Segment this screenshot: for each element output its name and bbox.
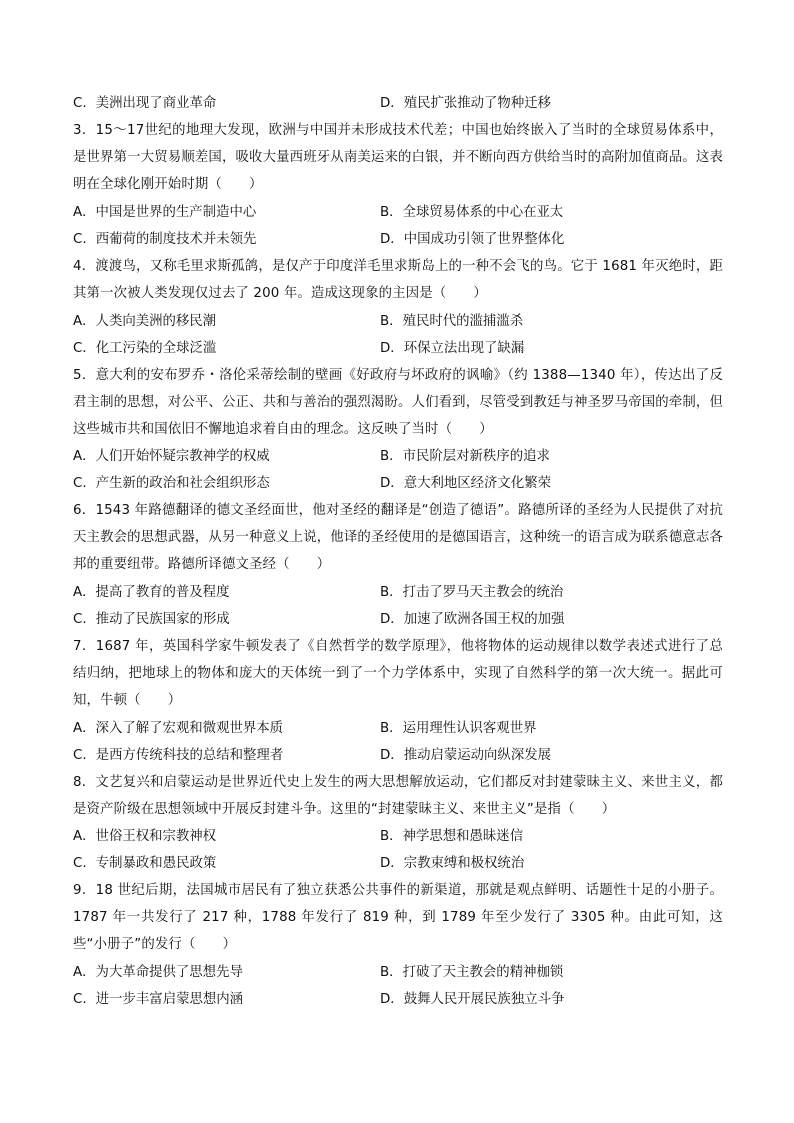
option-d: D．推动启蒙运动向纵深发展 xyxy=(380,748,551,763)
option-b: B．打破了天主教会的精神枷锁 xyxy=(380,965,564,980)
option-a: A．世俗王权和宗教神权 xyxy=(73,829,217,844)
option-b: B．神学思想和愚昧迷信 xyxy=(380,829,524,844)
options-row xyxy=(73,850,733,877)
option-b: B．市民阶层对新秩序的追求 xyxy=(380,449,550,464)
question-stem: 7．1687 年，英国科学家牛顿发表了《自然哲学的数学原理》，他将物体的运动规律以数学表述式进行了总结归纳，把地球上的物体和庞大的天体统一到了一个力学体系中，实现了自然科学的第一次大统一。据此可知，牛顿（ ） xyxy=(73,639,723,708)
option-d: D．加速了欧洲各国王权的加强 xyxy=(380,612,565,627)
option-a: A．人类向美洲的移民潮 xyxy=(73,314,217,329)
options-row xyxy=(73,579,733,606)
option-d: D．环保立法出现了缺漏 xyxy=(380,341,525,356)
option-c: C．产生新的政治和社会组织形态 xyxy=(73,476,270,491)
option-d: D．鼓舞人民开展民族独立斗争 xyxy=(380,992,565,1007)
option-a: A．深入了解了宏观和微观世界本质 xyxy=(73,721,284,736)
option-c: C．专制暴政和愚民政策 xyxy=(73,856,217,871)
options-row xyxy=(73,986,733,1013)
option-d: D．意大利地区经济文化繁荣 xyxy=(380,476,551,491)
question-stem: 8．文艺复兴和启蒙运动是世界近代史上发生的两大思想解放运动，它们都反对封建蒙昧主义、来世主义，都是资产阶级在思想领域中开展反封建斗争。这里的“封建蒙昧主义、来世主义”是指（ ） xyxy=(73,775,723,817)
option-d: D．宗教束缚和极权统治 xyxy=(380,856,525,871)
options-row xyxy=(73,90,733,117)
options-row xyxy=(73,335,733,362)
options-row xyxy=(73,959,733,986)
options-row xyxy=(73,226,733,253)
option-c: C．进一步丰富启蒙思想内涵 xyxy=(73,992,244,1007)
option-b: B．打击了罗马天主教会的统治 xyxy=(380,585,564,600)
option-c: C．是西方传统科技的总结和整理者 xyxy=(73,748,284,763)
options-row xyxy=(73,823,733,850)
option-b: B．运用理性认识客观世界 xyxy=(380,721,537,736)
option-b: B．殖民时代的滥捕滥杀 xyxy=(380,314,524,329)
question-stem: 6．1543 年路德翻译的德文圣经面世，他对圣经的翻译是“创造了德语”。路德所译的圣经为人民提供了对抗天主教会的思想武器，从另一种意义上说，他译的圣经使用的是德国语言，这种统一的语言成为联系德意志各邦的重要纽带。路德所译德文圣经（ ） xyxy=(73,503,723,572)
option-c: C．化工污染的全球泛滥 xyxy=(73,341,217,356)
option-d: D．中国成功引领了世界整体化 xyxy=(380,232,565,247)
question-stem: 4．渡渡鸟，又称毛里求斯孤鸽，是仅产于印度洋毛里求斯岛上的一种不会飞的鸟。它于 1681 年灭绝时，距其第一次被人类发现仅过去了 200 年。造成这现象的主因是（ ） xyxy=(73,259,723,301)
option-a: A．中国是世界的生产制造中心 xyxy=(73,205,257,220)
options-row xyxy=(73,443,733,470)
options-row xyxy=(73,742,733,769)
option-a: A．为大革命提供了思想先导 xyxy=(73,965,243,980)
option-c: C．西葡荷的制度技术并未领先 xyxy=(73,232,257,247)
option-c: C．美洲出现了商业革命 xyxy=(73,96,217,111)
option-b: B．全球贸易体系的中心在亚太 xyxy=(380,205,564,220)
question-stem: 9．18 世纪后期，法国城市居民有了独立获悉公共事件的新渠道，那就是观点鲜明、话题性十足的小册子。1787 年一共发行了 217 种，1788 年发行了 819 种，到 1789 年至少发行了 3305 种。由此可知，这些“小册子”的发行（ ） xyxy=(73,883,723,952)
options-row xyxy=(73,715,733,742)
question-stem: 3．15～17世纪的地理大发现，欧洲与中国并未形成技术代差；中国也始终嵌入了当时的全球贸易体系中，是世界第一大贸易顺差国，吸收大量西班牙从南美运来的白银，并不断向西方供给当时的高附加值商品。这表明在全球化刚开始时期（ ） xyxy=(73,123,723,192)
options-row xyxy=(73,199,733,226)
option-a: A．提高了教育的普及程度 xyxy=(73,585,230,600)
option-d: D．殖民扩张推动了物种迁移 xyxy=(380,96,551,111)
options-row xyxy=(73,606,733,633)
option-a: A．人们开始怀疑宗教神学的权威 xyxy=(73,449,270,464)
option-c: C．推动了民族国家的形成 xyxy=(73,612,230,627)
question-stem: 5．意大利的安布罗乔・洛伦采蒂绘制的壁画《好政府与坏政府的讽喻》（约 1388—1340 年），传达出了反君主制的思想，对公平、公正、共和与善治的强烈渴盼。人们看到，尽管受到教廷与神圣罗马帝国的牵制，但这些城市共和国依旧不懈地追求着自由的理念。这反映了当时（ ） xyxy=(73,368,723,437)
options-row xyxy=(73,470,733,497)
options-row xyxy=(73,308,733,335)
